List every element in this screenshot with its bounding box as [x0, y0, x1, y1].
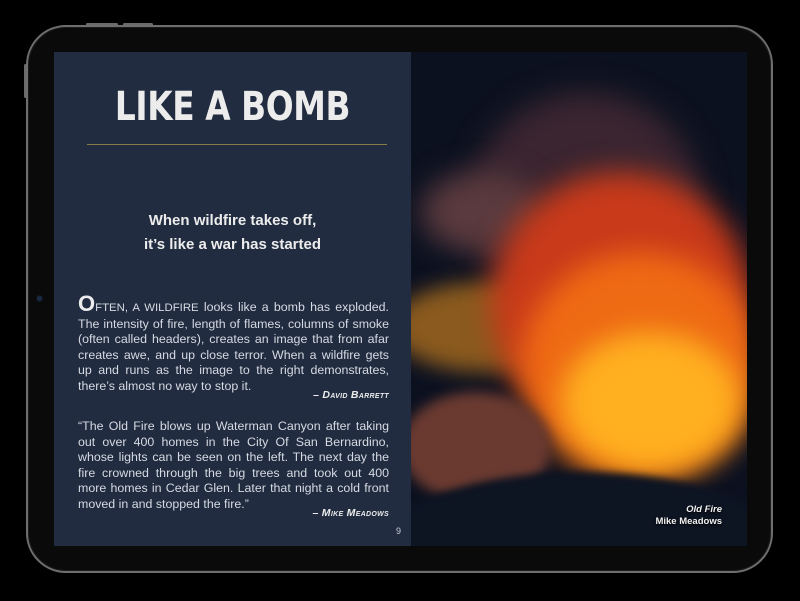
camera-icon [37, 296, 42, 301]
drop-cap: O [78, 291, 96, 316]
page-title: LIKE A BOMB [114, 84, 351, 130]
ebook-screen [54, 52, 747, 546]
fire-yellow [561, 332, 741, 472]
subtitle-line-1: When wildfire takes off, [148, 212, 317, 229]
caption-credit: Mike Meadows [655, 516, 722, 527]
photo-caption [655, 504, 722, 528]
subtitle-line-2: it’s like a war has started [143, 236, 322, 253]
paragraph-lead: FTEN, A WILDFIRE [95, 302, 199, 314]
wildfire-photo[interactable] [411, 52, 747, 546]
paragraph-1 [78, 291, 389, 395]
page-number: 9 [395, 526, 401, 536]
paragraph-1-text: looks like a bomb has exploded. The intensity of fire, length of flames, columns of smoke (often called headers), creates an image that from afar creates awe, and up close terror. When a wildfire gets up and runs as the image to the right demonstrates, there’s almost no way to stop it. [78, 300, 389, 393]
page-subtitle [54, 209, 411, 257]
text-page [54, 52, 411, 546]
paragraph-2: “The Old Fire blows up Waterman Canyon after taking out over 400 homes in the City Of San Bernardino, whose lights can be seen on the left. The next day the fire crowned through the big trees and took out 400 more homes in Cedar Glen. Later that night a cold front moved in and stopped the fire.” [78, 419, 389, 511]
attribution-mike-meadows: – Mike Meadows [312, 507, 389, 519]
attribution-david-barrett: – David Barrett [313, 389, 389, 401]
title-divider [87, 144, 387, 145]
caption-title: Old Fire [686, 504, 722, 515]
